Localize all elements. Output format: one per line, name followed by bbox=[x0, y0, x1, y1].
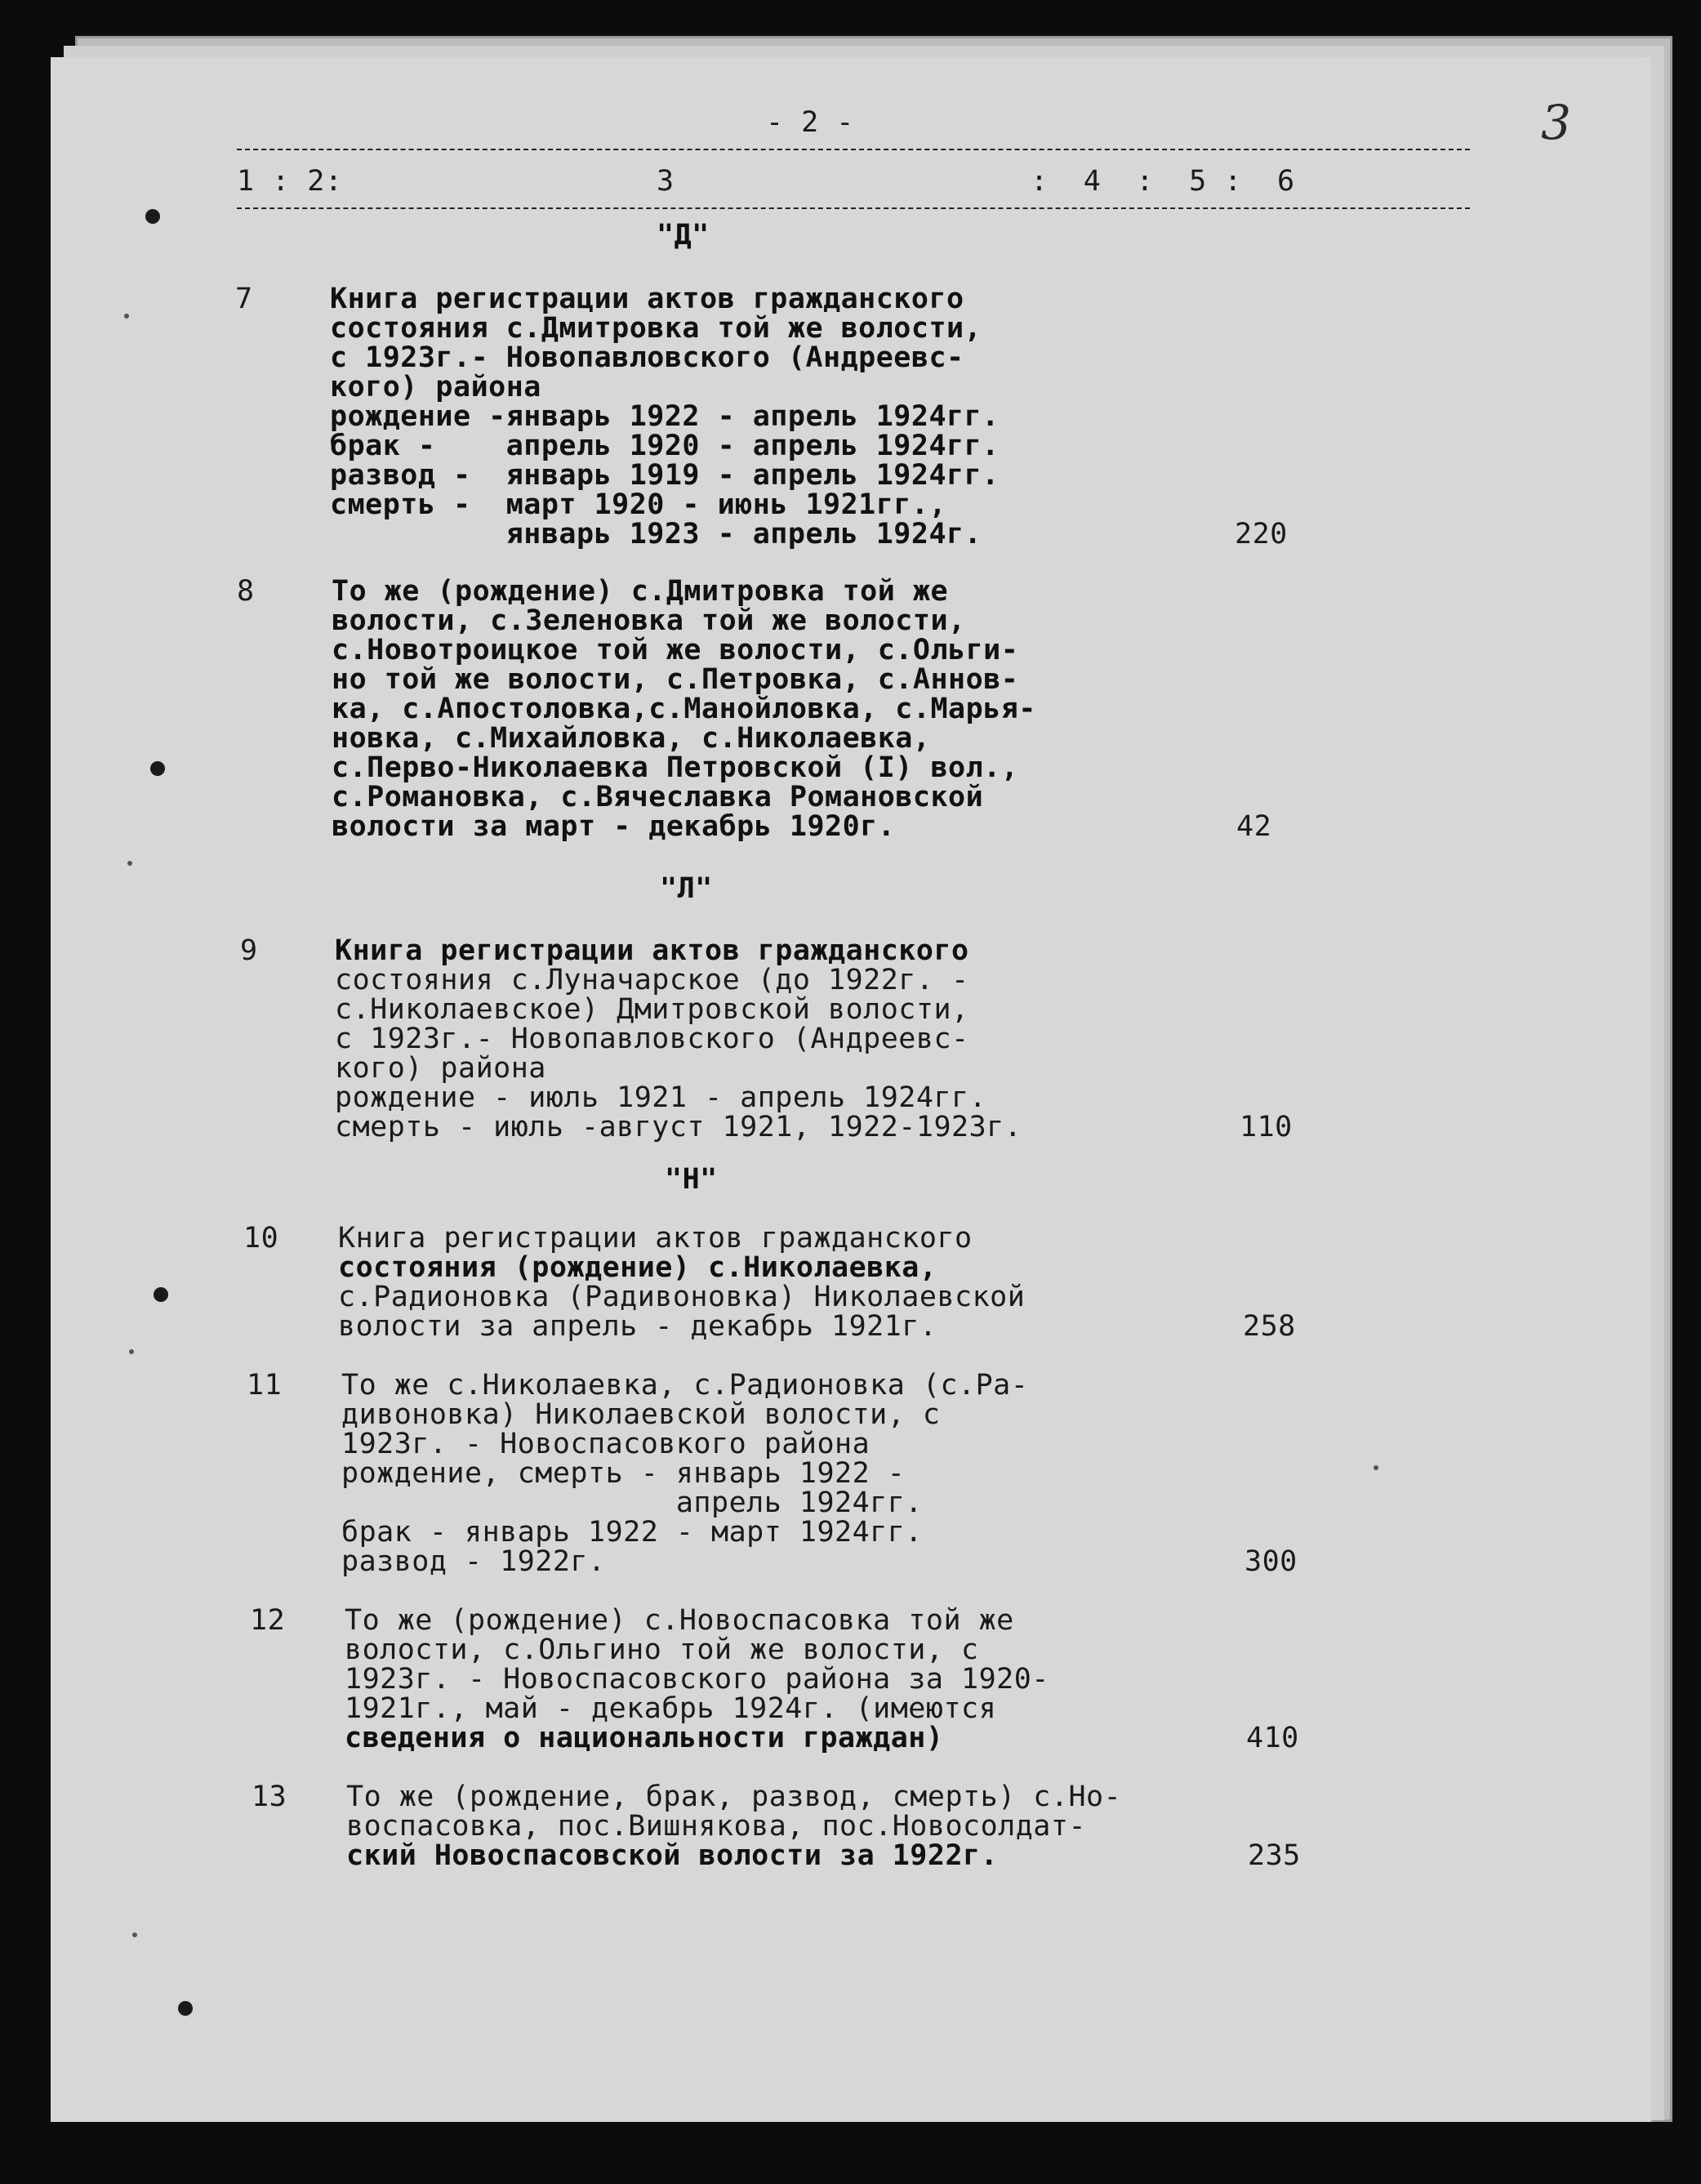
entry-7-count: 220 bbox=[1235, 518, 1288, 550]
entry-11-line: 1923г. - Новоспасовкого района bbox=[341, 1428, 871, 1460]
entry-9-line: состояния с.Луначарское (до 1922г. - bbox=[335, 964, 969, 996]
page-number: - 2 - bbox=[766, 106, 854, 139]
entry-number-7: 7 bbox=[235, 283, 253, 315]
entry-11-count: 300 bbox=[1245, 1545, 1298, 1578]
entry-number-10: 10 bbox=[243, 1222, 279, 1255]
document-page bbox=[51, 57, 1651, 2122]
entry-8-line: То же (рождение) с.Дмитровка той же bbox=[332, 575, 949, 608]
binder-hole bbox=[145, 209, 160, 224]
entry-10-line: состояния (рождение) с.Николаевка, bbox=[338, 1251, 937, 1284]
entry-13-line: ский Новоспасовской волости за 1922г. bbox=[346, 1839, 999, 1872]
header-col-3: 3 bbox=[657, 165, 675, 198]
entry-7-line: кого) района bbox=[330, 371, 541, 403]
entry-12-line: 1923г. - Новоспасовского района за 1920- bbox=[345, 1663, 1049, 1696]
binder-hole bbox=[150, 761, 165, 776]
entry-11-line: развод - 1922г. bbox=[341, 1545, 606, 1578]
entry-9-line: рождение - июль 1921 - апрель 1924гг. bbox=[335, 1081, 987, 1114]
entry-number-11: 11 bbox=[247, 1369, 283, 1402]
section-letter-n: "Н" bbox=[665, 1163, 718, 1196]
entry-8-line: волости за март - декабрь 1920г. bbox=[332, 810, 896, 843]
entry-8-line: но той же волости, с.Петровка, с.Аннов- bbox=[332, 663, 1019, 696]
entry-13-line: То же (рождение, брак, развод, смерть) с.Но- bbox=[346, 1781, 1122, 1813]
entry-13-line: воспасовка, пос.Вишнякова, пос.Новосолдат- bbox=[346, 1810, 1087, 1843]
entry-8-line: волости, с.Зеленовка той же волости, bbox=[332, 604, 966, 637]
entry-7-line: брак - апрель 1920 - апрель 1924гг. bbox=[330, 430, 1000, 462]
entry-7-line: рождение -январь 1922 - апрель 1924гг. bbox=[330, 400, 1000, 433]
scan-speck bbox=[129, 1349, 134, 1354]
scan-speck bbox=[127, 861, 132, 866]
header-col-1-2: 1 : 2: bbox=[237, 165, 343, 198]
section-letter-l: "Л" bbox=[660, 872, 713, 905]
entry-8-line: ка, с.Апостоловка,с.Манойловка, с.Марья- bbox=[332, 693, 1036, 725]
entry-12-line: То же (рождение) с.Новоспасовка той же bbox=[345, 1604, 1014, 1637]
entry-11-line: То же с.Николаевка, с.Радионовка (с.Ра- bbox=[341, 1369, 1029, 1402]
entry-11-line: брак - январь 1922 - март 1924гг. bbox=[341, 1516, 923, 1549]
entry-9-line: с.Николаевское) Дмитровской волости, bbox=[335, 993, 969, 1026]
entry-7-line: с 1923г.- Новопавловского (Андреевс- bbox=[330, 341, 964, 374]
entry-11-line: апрель 1924гг. bbox=[341, 1486, 923, 1519]
entry-10-line: Книга регистрации актов гражданского bbox=[338, 1222, 973, 1255]
entry-8-line: с.Романовка, с.Вячеславка Романовской bbox=[332, 781, 984, 813]
entry-7-line: смерть - март 1920 - июнь 1921гг., bbox=[330, 488, 947, 521]
entry-number-8: 8 bbox=[237, 575, 255, 608]
entry-number-12: 12 bbox=[250, 1604, 286, 1637]
scan-speck bbox=[132, 1932, 137, 1937]
entry-8-count: 42 bbox=[1236, 810, 1272, 843]
entry-7-line: Книга регистрации актов гражданского bbox=[330, 283, 964, 315]
entry-7-line: состояния с.Дмитровка той же волости, bbox=[330, 312, 982, 345]
entry-9-count: 110 bbox=[1240, 1111, 1293, 1143]
entry-12-count: 410 bbox=[1246, 1722, 1299, 1754]
entry-7-line: развод - январь 1919 - апрель 1924гг. bbox=[330, 459, 1000, 492]
entry-11-line: дивоновка) Николаевской волости, с bbox=[341, 1398, 941, 1431]
entry-9-line: кого) района bbox=[335, 1052, 546, 1085]
entry-9-line: Книга регистрации актов гражданского bbox=[335, 934, 969, 967]
entry-8-line: новка, с.Михайловка, с.Николаевка, bbox=[332, 722, 931, 755]
entry-number-9: 9 bbox=[240, 934, 258, 967]
header-col-4-5-6: : 4 : 5 : 6 bbox=[1031, 165, 1295, 198]
binder-hole bbox=[154, 1287, 168, 1302]
entry-11-line: рождение, смерть - январь 1922 - bbox=[341, 1457, 906, 1490]
folio-number: 3 bbox=[1541, 95, 1571, 150]
entry-12-line: волости, с.Ольгино той же волости, с bbox=[345, 1634, 979, 1666]
entry-number-13: 13 bbox=[252, 1781, 287, 1813]
entry-13-count: 235 bbox=[1248, 1839, 1301, 1872]
entry-8-line: с.Новотроицкое той же волости, с.Ольги- bbox=[332, 634, 1019, 666]
binder-hole bbox=[178, 2001, 193, 2016]
header-bottom-rule bbox=[237, 207, 1470, 209]
entry-10-line: волости за апрель - декабрь 1921г. bbox=[338, 1310, 937, 1343]
entry-7-line: январь 1923 - апрель 1924г. bbox=[330, 518, 982, 550]
entry-12-line: 1921г., май - декабрь 1924г. (имеются bbox=[345, 1692, 997, 1725]
entry-10-line: с.Радионовка (Радивоновка) Николаевской bbox=[338, 1281, 1026, 1313]
scan-speck bbox=[1374, 1465, 1378, 1470]
header-top-rule bbox=[237, 149, 1470, 150]
entry-12-line: сведения о национальности граждан) bbox=[345, 1722, 944, 1754]
entry-9-line: с 1923г.- Новопавловского (Андреевс- bbox=[335, 1023, 969, 1055]
scan-speck bbox=[124, 314, 129, 319]
entry-10-count: 258 bbox=[1243, 1310, 1296, 1343]
entry-9-line: смерть - июль -август 1921, 1922-1923г. bbox=[335, 1111, 1022, 1143]
section-letter-d: "Д" bbox=[657, 219, 710, 252]
entry-8-line: с.Перво-Николаевка Петровской (I) вол., bbox=[332, 751, 1019, 784]
